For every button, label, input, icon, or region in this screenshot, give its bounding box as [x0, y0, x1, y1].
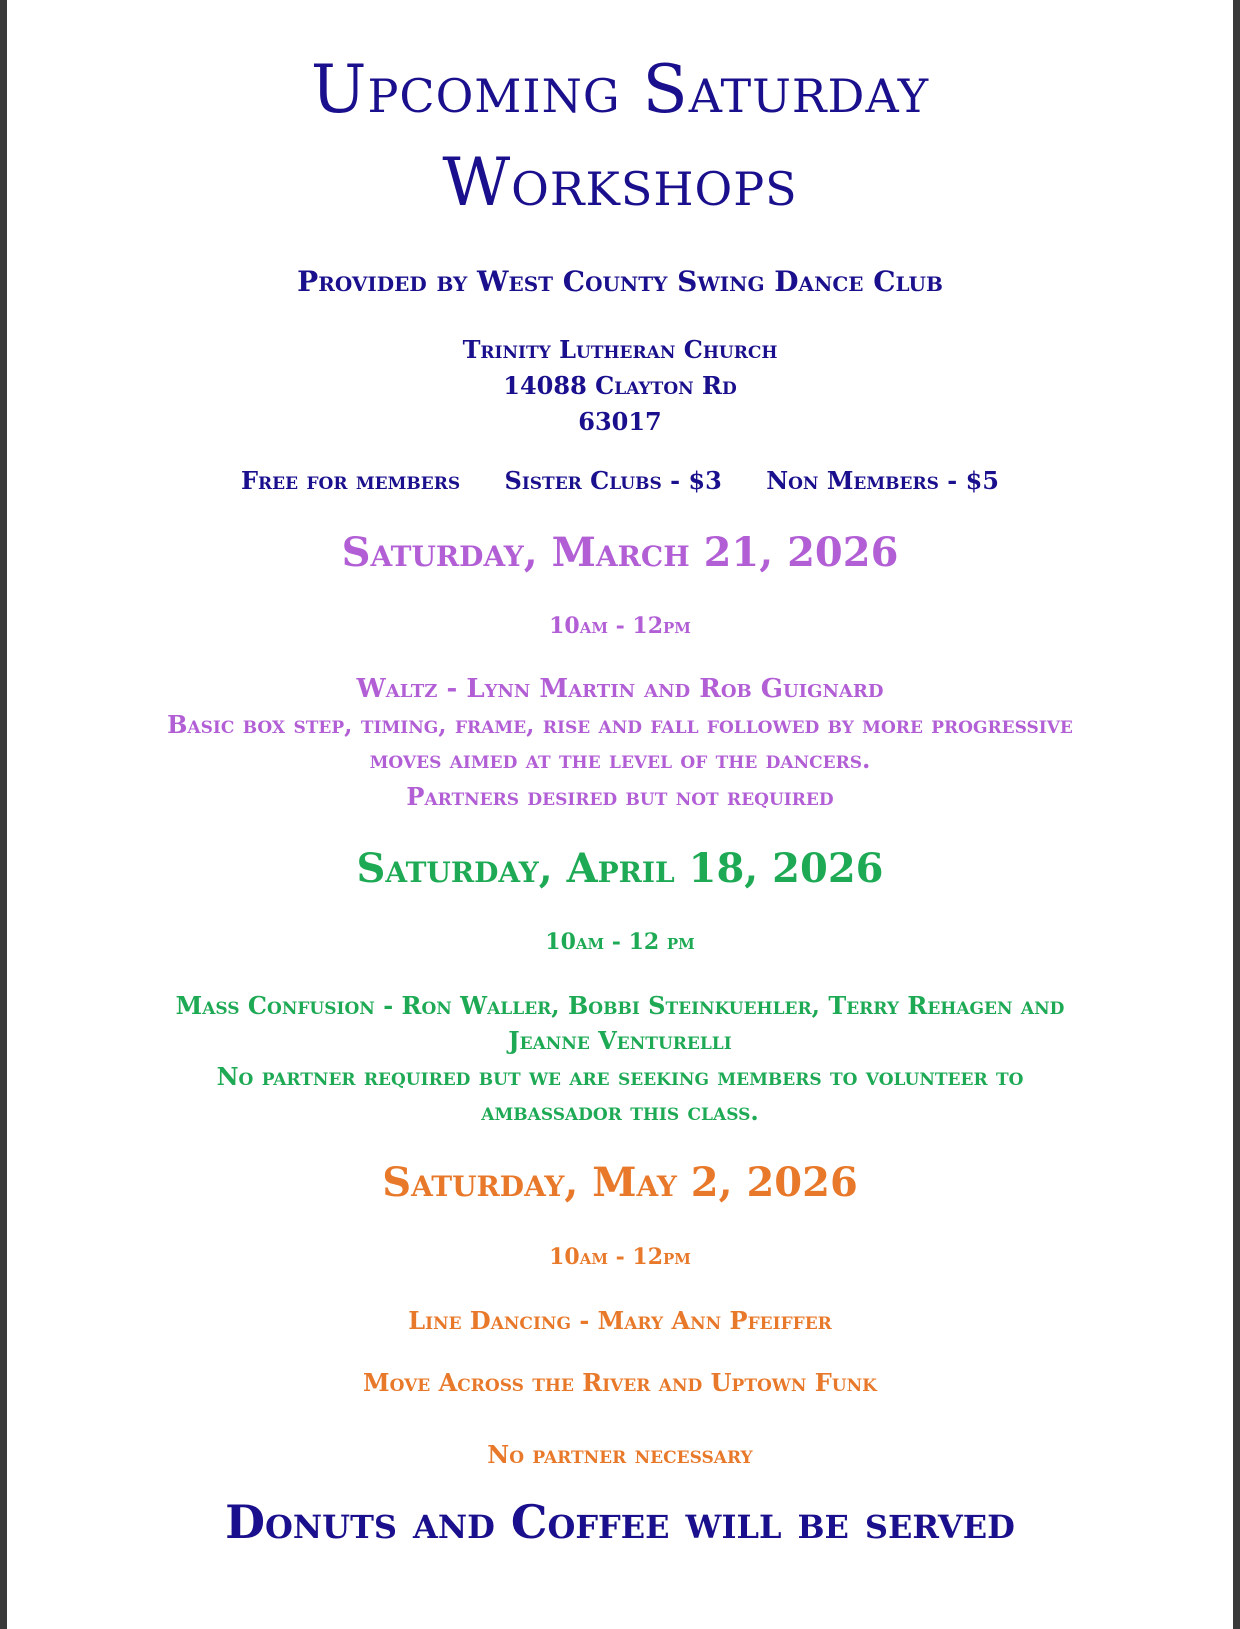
workshop-1-line-4: Partners desired but not required: [406, 782, 834, 811]
workshop-3-line-2: Move Across the River and Uptown Funk: [363, 1368, 877, 1397]
price-non-members: Non Members - $5: [766, 466, 999, 495]
price-members: Free for members: [241, 466, 461, 495]
workshop-1-line-1: Waltz - Lynn Martin and Rob Guignard: [356, 674, 884, 704]
pricing-row: [7, 467, 1233, 495]
venue-address: 14088 Clayton Rd: [503, 371, 737, 400]
workshop-3-line-3: No partner necessary: [487, 1440, 753, 1469]
flyer-page: [7, 0, 1233, 1629]
workshop-3-date: Saturday, May 2, 2026: [382, 1159, 858, 1206]
workshop-3-line-1: Line Dancing - Mary Ann Pfeiffer: [408, 1306, 832, 1335]
window-frame-left: [0, 0, 7, 1629]
provided-by: Provided by West County Swing Dance Club: [297, 265, 943, 298]
title-line-1: Upcoming Saturday: [310, 51, 930, 128]
workshop-2-line-2: Jeanne Venturelli: [508, 1026, 732, 1055]
venue-zip: 63017: [578, 407, 662, 436]
workshop-1-line-2: Basic box step, timing, frame, rise and fall followed by more progressive: [167, 710, 1073, 739]
workshop-3-time: 10am - 12pm: [549, 1244, 691, 1270]
workshop-1-time: 10am - 12pm: [549, 613, 691, 639]
title-line-2: Workshops: [442, 144, 798, 221]
workshop-2-line-3: No partner required but we are seeking members to volunteer to: [216, 1062, 1024, 1091]
workshop-2-line-4: ambassador this class.: [481, 1097, 759, 1126]
footer-refreshments: Donuts and Coffee will be served: [225, 1495, 1015, 1549]
workshop-2-line-1: Mass Confusion - Ron Waller, Bobbi Steinkuehler, Terry Rehagen and: [175, 991, 1065, 1020]
window-frame-right: [1233, 0, 1240, 1629]
workshop-2-date: Saturday, April 18, 2026: [356, 845, 884, 892]
workshop-1-date: Saturday, March 21, 2026: [341, 529, 899, 576]
venue-name: Trinity Lutheran Church: [462, 335, 778, 364]
workshop-1-line-3: moves aimed at the level of the dancers.: [369, 745, 871, 774]
price-sister-clubs: Sister Clubs - $3: [504, 466, 722, 495]
workshop-2-time: 10am - 12 pm: [545, 929, 695, 955]
